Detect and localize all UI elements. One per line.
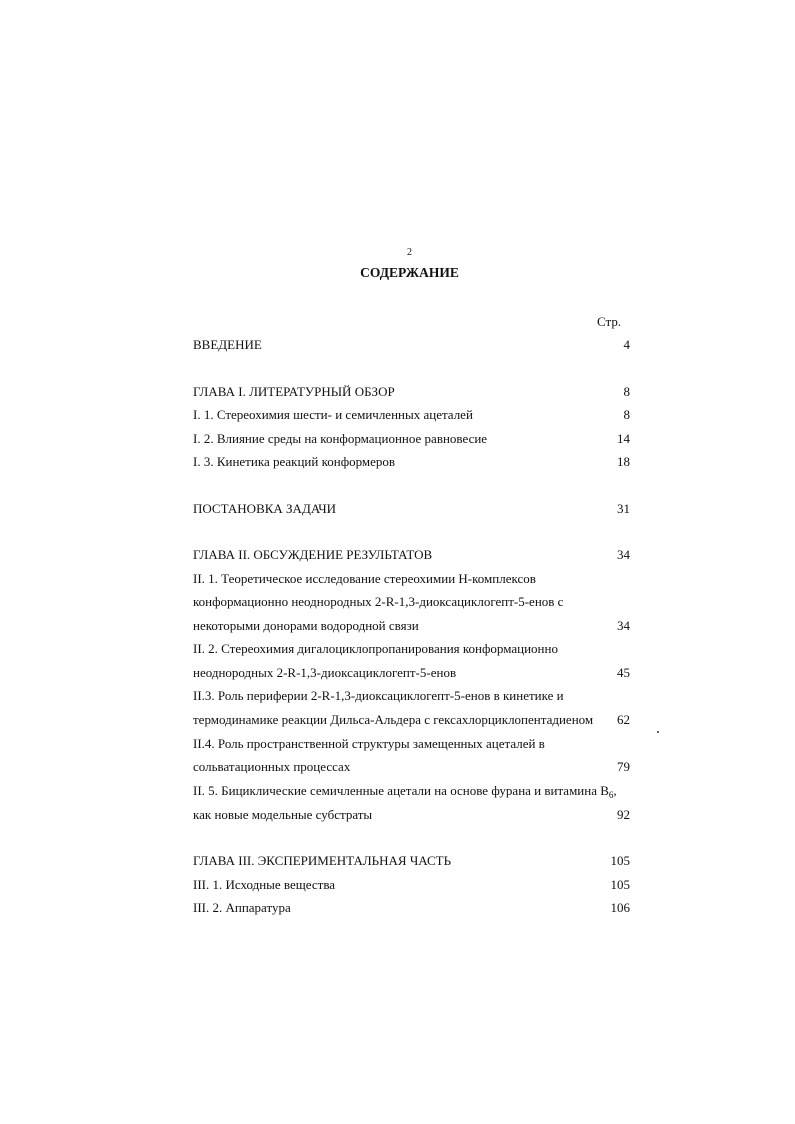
toc-entry-page: 92 (617, 807, 630, 822)
toc-entry-page: 106 (610, 900, 630, 915)
toc-entry (193, 664, 630, 682)
toc-entry (193, 687, 630, 705)
toc-entry (193, 640, 630, 658)
toc-entry-label: III. 1. Исходные вещества (193, 877, 336, 892)
toc-entry-label: II.3. Роль периферии 2-R-1,3-диоксациклогепт-5-енов в кинетике и (193, 688, 564, 703)
toc-entry (193, 406, 630, 424)
toc-entry-label: неоднородных 2-R-1,3-диоксациклогепт-5-енов (193, 665, 457, 680)
toc-entry-label: ГЛАВА I. ЛИТЕРАТУРНЫЙ ОБЗОР (193, 384, 395, 399)
toc-entry-page: 105 (610, 877, 630, 892)
scan-speck (657, 731, 659, 733)
toc-entry-label-suffix: , (613, 783, 617, 798)
toc-entry (193, 899, 630, 917)
toc-entry (193, 758, 630, 776)
toc-entry (193, 383, 630, 401)
toc-entry (193, 876, 630, 894)
toc-entry-label: некоторыми донорами водородной связи (193, 618, 419, 633)
toc-entry-page: 31 (617, 501, 630, 516)
toc-entry-label: II. 2. Стереохимия дигалоциклопропанирования конформационно (193, 641, 558, 656)
toc-entry (193, 453, 630, 471)
toc-entry (193, 711, 630, 729)
toc-entry-page: 62 (617, 712, 630, 727)
toc-entry-label: сольватационных процессах (193, 759, 351, 774)
toc-entry (193, 852, 630, 870)
toc-entry-label: III. 2. Аппаратура (193, 900, 291, 915)
toc-entry-label: ГЛАВА III. ЭКСПЕРИМЕНТАЛЬНАЯ ЧАСТЬ (193, 853, 452, 868)
toc-entry-label: II. 1. Теоретическое исследование стереохимии Н-комплексов (193, 571, 536, 586)
toc-entry (193, 735, 630, 753)
toc-entry-label: I. 3. Кинетика реакций конформеров (193, 454, 396, 469)
toc-entry (193, 570, 630, 588)
toc-entry-page: 34 (617, 618, 630, 633)
toc-entry-label: как новые модельные субстраты (193, 807, 373, 822)
toc-entry-label: конформационно неоднородных 2-R-1,3-диоксациклогепт-5-енов с (193, 594, 564, 609)
toc-entry-page: 4 (623, 337, 630, 352)
page-number: 2 (407, 247, 412, 258)
toc-entry-page: 8 (623, 384, 630, 399)
page-title: СОДЕРЖАНИЕ (360, 265, 459, 280)
toc-entry-page: 14 (617, 431, 630, 446)
toc-entry-page: 79 (617, 759, 630, 774)
toc-entry-label: термодинамике реакции Дильса-Альдера с гексахлорциклопентадиеном (193, 712, 594, 727)
toc-entry (193, 806, 630, 824)
toc-entry (193, 500, 630, 518)
toc-entry-label: ГЛАВА II. ОБСУЖДЕНИЕ РЕЗУЛЬТАТОВ (193, 547, 433, 562)
toc-entry (193, 336, 630, 354)
toc-entry-page: 18 (617, 454, 630, 469)
toc-entry-label: II.4. Роль пространственной структуры замещенных ацеталей в (193, 736, 545, 751)
toc-entry-page: 8 (623, 407, 630, 422)
toc-entry (193, 430, 630, 448)
toc-entry-label: ПОСТАНОВКА ЗАДАЧИ (193, 501, 337, 516)
toc-entry-page: 105 (610, 853, 630, 868)
toc-entry (193, 617, 630, 635)
subscript: 6 (608, 790, 614, 800)
toc-entry-label: I. 1. Стереохимия шести- и семичленных ацеталей (193, 407, 473, 422)
toc-entry (193, 546, 630, 564)
toc-entry-label: ВВЕДЕНИЕ (193, 337, 262, 352)
toc-entry-label: I. 2. Влияние среды на конформационное равновесие (193, 431, 488, 446)
toc-entry (193, 782, 630, 800)
toc-entry-page: 45 (617, 665, 630, 680)
page-column-header: Стр. (597, 314, 622, 329)
toc-entry-label-text: II. 5. Бициклические семичленные ацетали на основе фурана и витамина B (193, 783, 609, 798)
toc-entry-page: 34 (617, 547, 630, 562)
toc-entry-label (193, 782, 617, 801)
toc-entry (193, 593, 630, 611)
